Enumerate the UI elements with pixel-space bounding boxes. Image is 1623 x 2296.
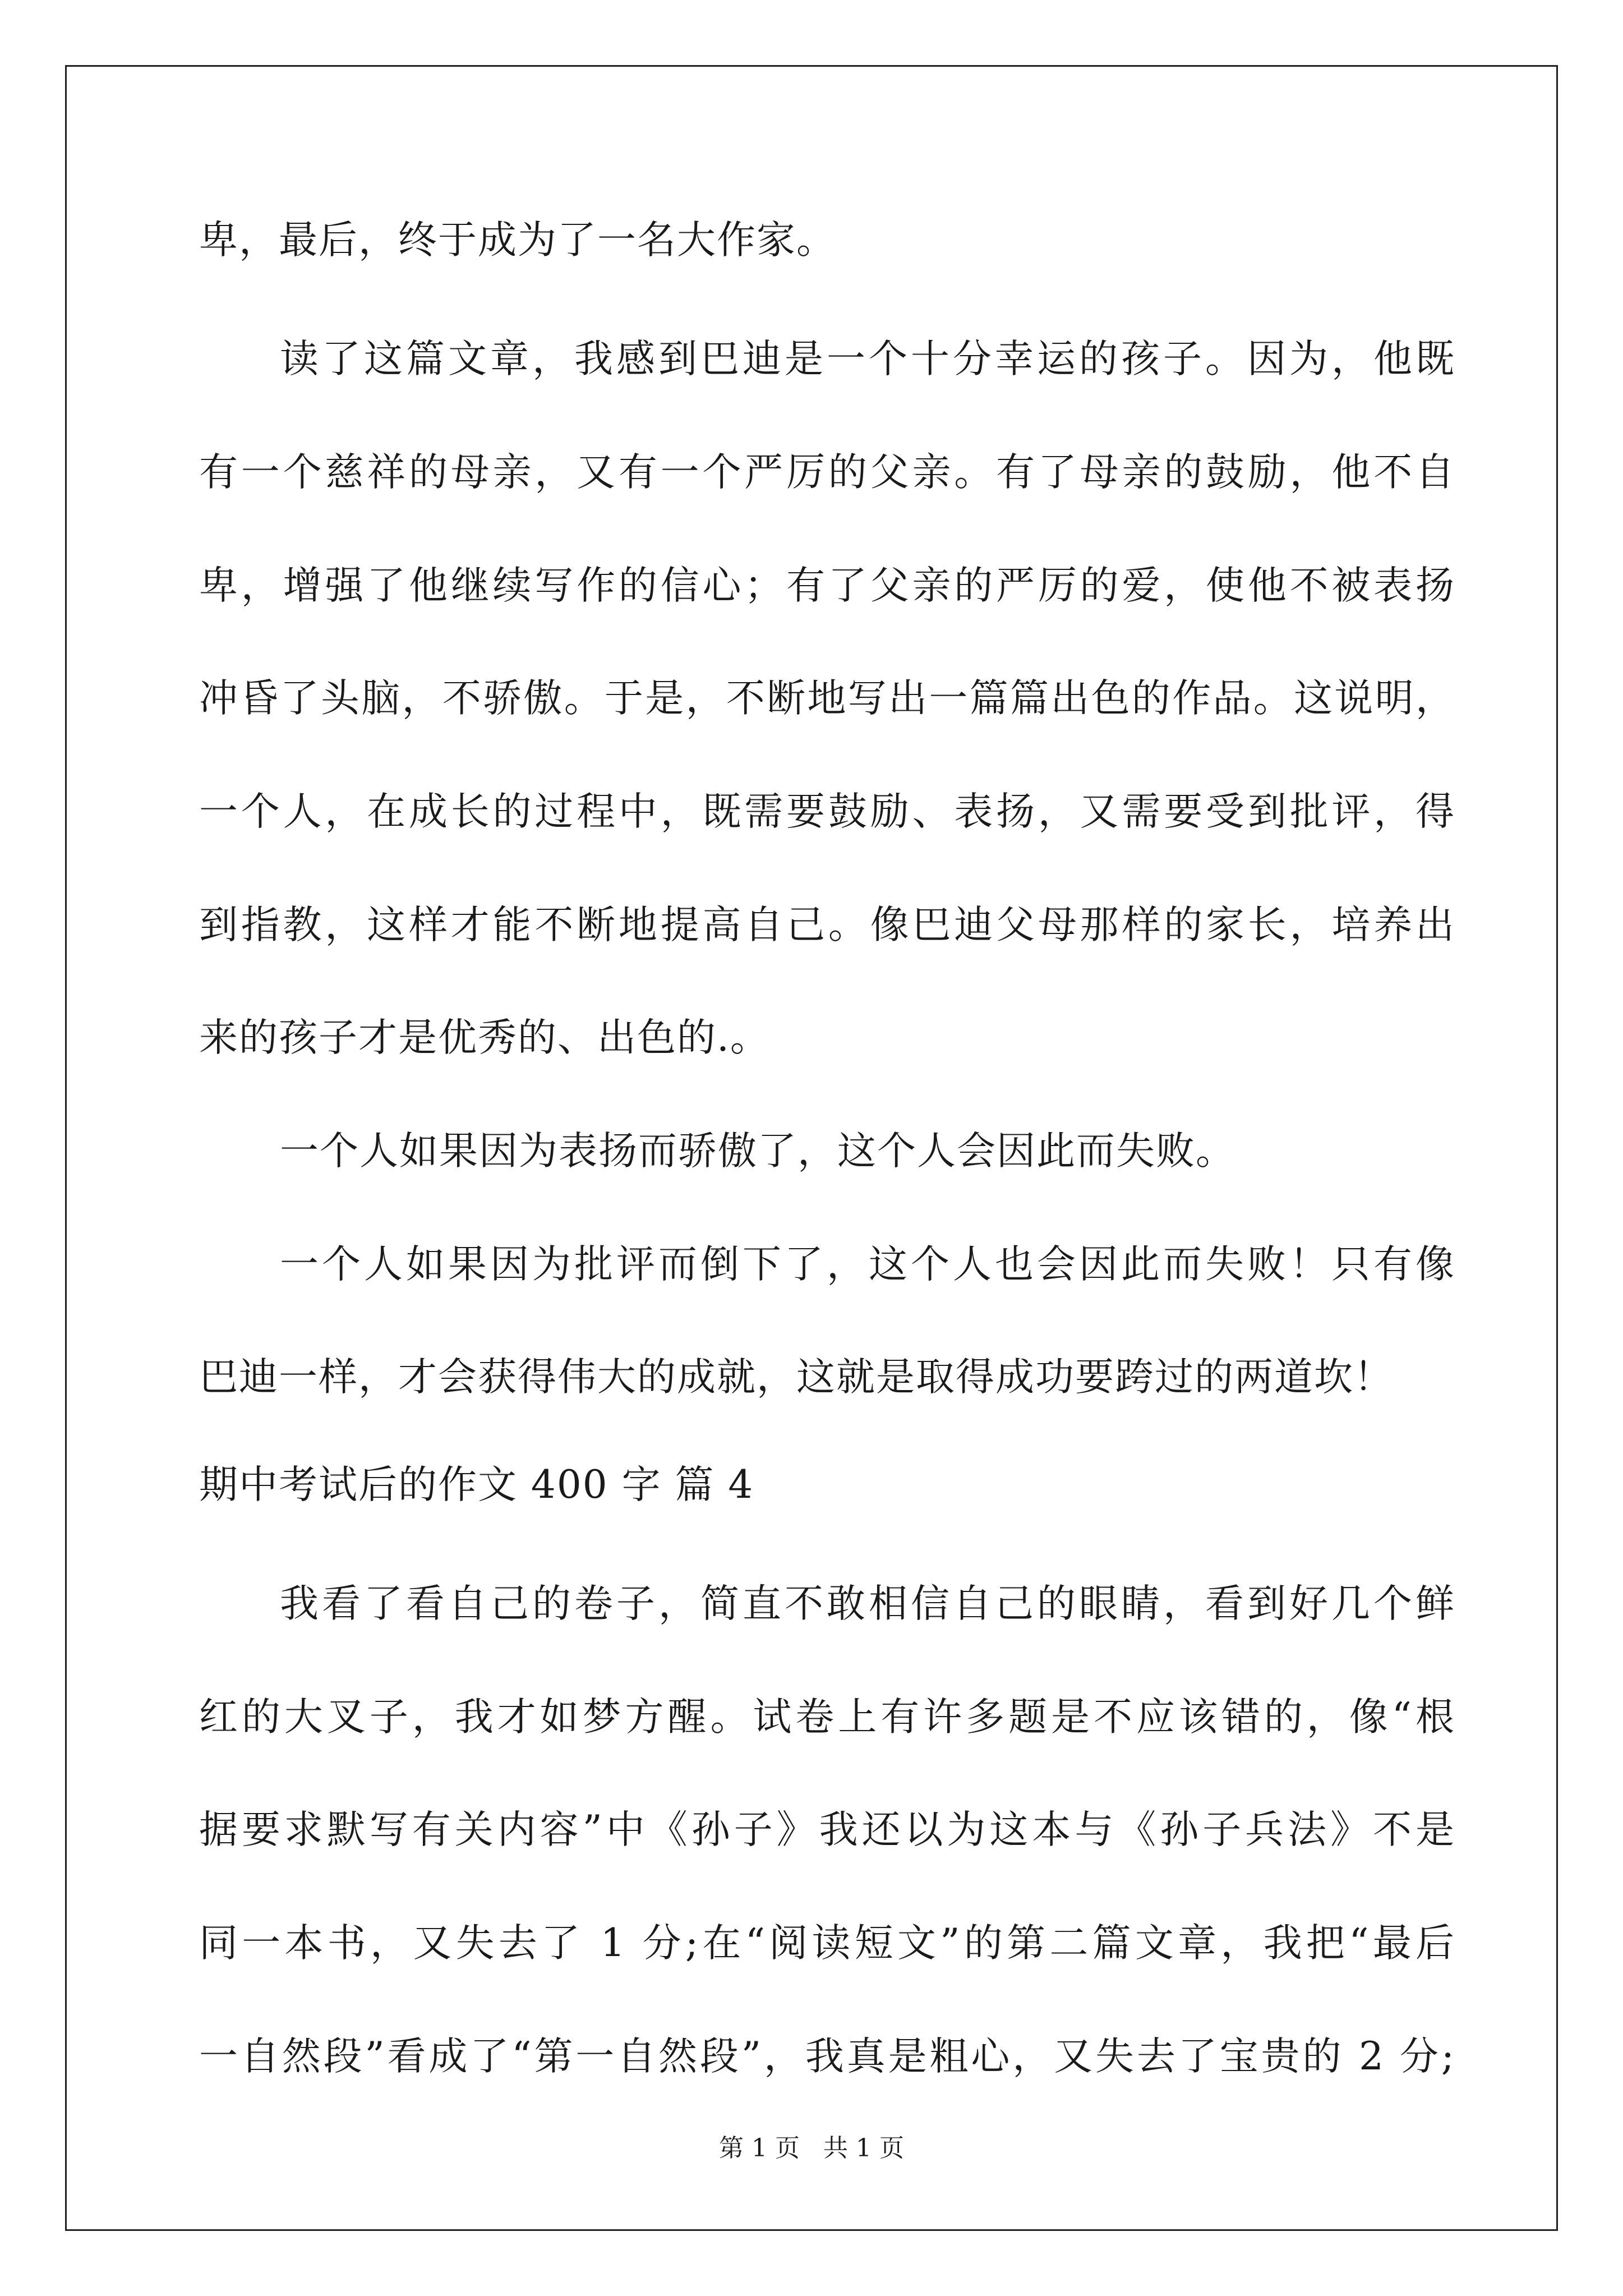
text-line: 卑，增强了他继续写作的信心；有了父亲的严厉的爱，使他不被表扬: [199, 563, 1455, 608]
page-number: 第 1 页 共 1 页: [719, 2134, 904, 2162]
text-line: 巴迪一样，才会获得伟大的成就，这就是取得成功要跨过的两道坎！: [199, 1355, 1394, 1400]
text-line: 同一本书，又失去了 1 分;在“阅读短文”的第二篇文章，我把“最后: [199, 1921, 1455, 1966]
text-line: 有一个慈祥的母亲，又有一个严厉的父亲。有了母亲的鼓励，他不自: [199, 450, 1455, 495]
text-line: 一个人，在成长的过程中，既需要鼓励、表扬，又需要受到批评，得: [199, 789, 1455, 834]
section-heading: 期中考试后的作文 400 字 篇 4: [199, 1462, 754, 1507]
text-line: 到指教，这样才能不断地提高自己。像巴迪父母那样的家长，培养出: [199, 903, 1455, 947]
text-line: 来的孩子才是优秀的、出色的.。: [199, 1015, 770, 1060]
paragraph-first-line: 一个人如果因为批评而倒下了，这个人也会因此而失败！只有像: [280, 1242, 1455, 1287]
text-line: 据要求默写有关内容”中《孙子》我还以为这本与《孙子兵法》不是: [199, 1807, 1455, 1852]
text-line: 红的大叉子，我才如梦方醒。试卷上有许多题是不应该错的，像“根: [199, 1695, 1455, 1740]
text-line: 一自然段”看成了“第一自然段”，我真是粗心，又失去了宝贵的 2 分;: [199, 2034, 1455, 2079]
text-line: 卑，最后，终于成为了一名大作家。: [199, 218, 836, 263]
paragraph-first-line: 我看了看自己的卷子，简直不敢相信自己的眼睛，看到好几个鲜: [280, 1581, 1455, 1626]
paragraph-first-line: 读了这篇文章，我感到巴迪是一个十分幸运的孩子。因为，他既: [280, 337, 1455, 381]
text-line: 冲昏了头脑，不骄傲。于是，不断地写出一篇篇出色的作品。这说明，: [199, 676, 1455, 721]
paragraph-first-line: 一个人如果因为表扬而骄傲了，这个人会因此而失败。: [280, 1129, 1235, 1174]
